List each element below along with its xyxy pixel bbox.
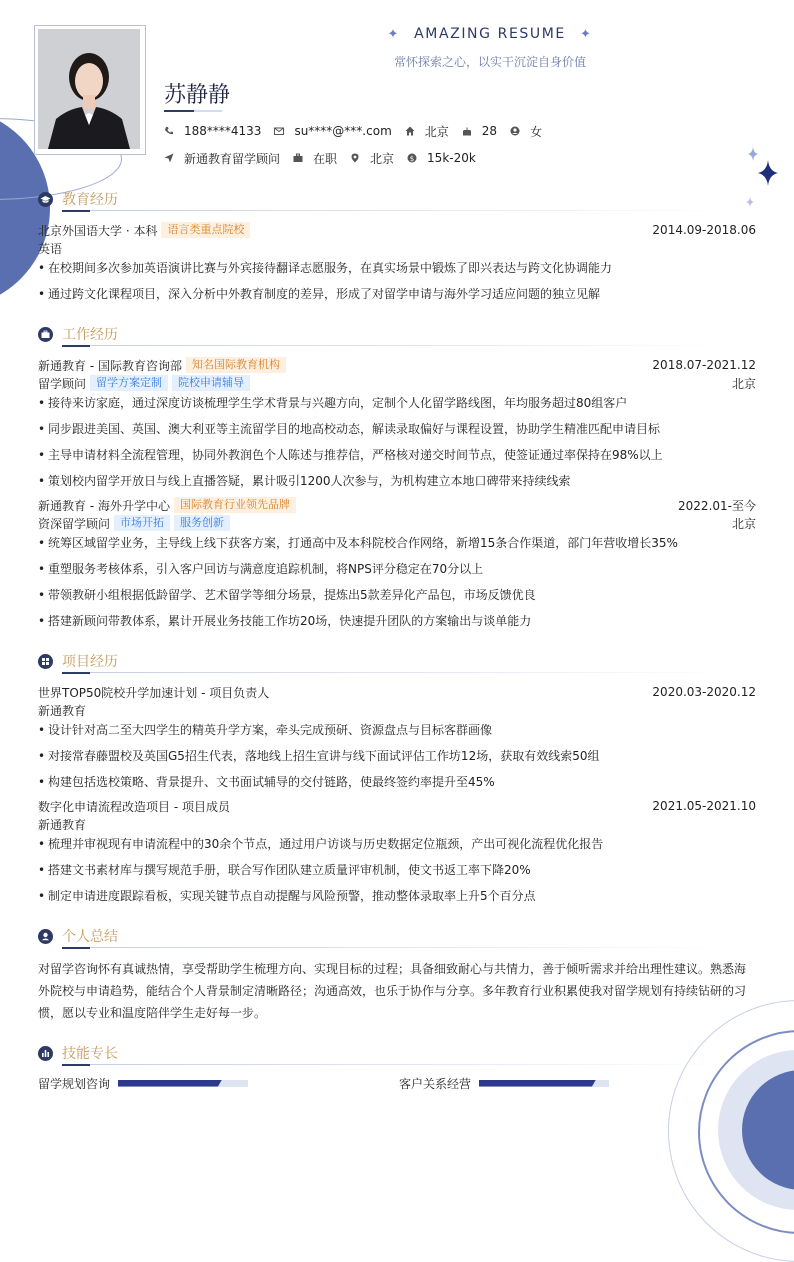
project-org: 新通教育 <box>38 703 87 718</box>
section-summary <box>36 926 756 948</box>
skill-name: 客户关系经营 <box>399 1076 472 1091</box>
list-item: • 主导申请材料全流程管理，协同外教润色个人陈述与推荐信，严格核对递交时间节点，使签证通过率保持在98%以上 <box>38 446 756 464</box>
section-projects <box>36 651 756 673</box>
star-icon: ✦ <box>579 27 593 42</box>
company-tag: 国际教育行业领先品牌 <box>174 497 296 513</box>
skill-bar <box>479 1080 609 1087</box>
cake-icon <box>462 126 472 136</box>
grid-icon <box>38 654 53 669</box>
work-role-row <box>38 514 756 532</box>
contact-row <box>164 122 555 140</box>
work-location: 北京 <box>731 376 756 391</box>
contact-email: su****@***.com <box>274 124 391 138</box>
name-underline-light <box>194 110 222 112</box>
role-tag: 院校申请辅导 <box>172 375 250 391</box>
contact-phone: 188****4133 <box>164 124 261 138</box>
sparkle-icon <box>748 147 758 164</box>
list-item: • 策划校内留学开放日与线上直播答疑，累计吸引1200人次参与，为机构建立本地口碑带来持续线索 <box>38 472 756 490</box>
pin-icon <box>350 153 360 163</box>
education-date: 2014.09-2018.06 <box>652 223 756 237</box>
project-header <box>38 797 756 815</box>
skill-bar-fill <box>479 1080 596 1087</box>
list-item: • 接待来访家庭，通过深度访谈梳理学生学术背景与兴趣方向，定制个人化留学路线图，年均服务超过80组客户 <box>38 394 756 412</box>
section-underline <box>62 210 90 212</box>
work-role: 资深留学顾问 <box>38 516 111 531</box>
section-title: 技能专长 <box>62 1046 118 1062</box>
mail-icon <box>274 126 284 136</box>
list-item: • 重塑服务考核体系，引入客户回访与满意度追踪机制，将NPS评分稳定在70分以上 <box>38 560 756 578</box>
intent-row <box>164 149 489 167</box>
work-date: 2018.07-2021.12 <box>652 358 756 372</box>
role-tag: 留学方案定制 <box>90 375 168 391</box>
skill-bar <box>118 1080 248 1087</box>
briefcase-icon <box>293 153 303 163</box>
work-company: 新通教育 - 海外升学中心 <box>38 498 170 513</box>
section-work <box>36 324 756 346</box>
contact-age: 28 <box>462 124 497 138</box>
bar-chart-icon <box>38 1046 53 1061</box>
role-tag: 服务创新 <box>174 515 230 531</box>
star-icon: ✦ <box>387 27 401 42</box>
section-underline <box>62 947 90 949</box>
list-item: • 制定申请进度跟踪看板，实现关键节点自动提醒与风险预警，推动整体录取率上升5个百分点 <box>38 887 756 905</box>
list-item: • 同步跟进美国、英国、澳大利亚等主流留学目的地高校动态，解读录取偏好与课程设置，协助学生精准匹配申请目标 <box>38 420 756 438</box>
section-rule <box>90 345 730 346</box>
user-icon <box>38 929 53 944</box>
candidate-name: 苏静静 <box>164 83 231 108</box>
work-role: 留学顾问 <box>38 376 87 391</box>
project-org: 新通教育 <box>38 817 87 832</box>
money-icon <box>407 153 417 163</box>
tagline: 常怀探索之心，以实干沉淀自身价值 <box>393 55 586 69</box>
section-underline <box>62 672 90 674</box>
work-location: 北京 <box>731 516 756 531</box>
section-title: 教育经历 <box>62 192 118 208</box>
list-item: • 构建包括选校策略、背景提升、文书面试辅导的交付链路，使最终签约率提升至45% <box>38 773 756 791</box>
list-item: • 对接常春藤盟校及英国G5招生代表，落地线上招生宣讲与线下面试评估工作坊12场，获取有效线索50组 <box>38 747 756 765</box>
skill-item <box>399 1074 609 1092</box>
list-item: • 带领教研小组根据低龄留学、艺术留学等细分场景，提炼出5款差异化产品包，市场反馈优良 <box>38 586 756 604</box>
send-icon <box>164 153 174 163</box>
profile-photo <box>38 29 140 149</box>
skill-item <box>38 1074 248 1092</box>
gender-icon <box>510 126 520 136</box>
section-education <box>36 189 756 211</box>
project-title: 数字化申请流程改造项目 - 项目成员 <box>38 799 230 814</box>
list-item: • 梳理并审视现有申请流程中的30余个节点，通过用户访谈与历史数据定位瓶颈，产出可视化流程优化报告 <box>38 835 756 853</box>
home-icon <box>405 126 415 136</box>
intent-status: 在职 <box>293 150 337 167</box>
project-org-row <box>38 701 756 719</box>
list-item: • 统筹区域留学业务，主导线上线下获客方案，打通高中及本科院校合作网络，新增15条合作渠道，部门年营收增长35% <box>38 534 756 552</box>
intent-position: 新通教育留学顾问 <box>164 150 280 167</box>
briefcase-icon <box>38 327 53 342</box>
resume-banner <box>380 26 600 42</box>
project-org-row <box>38 815 756 833</box>
project-header <box>38 683 756 701</box>
work-header <box>38 356 756 374</box>
section-rule <box>90 1064 730 1065</box>
name-underline <box>164 110 194 112</box>
project-date: 2021.05-2021.10 <box>652 799 756 813</box>
education-major-row <box>38 239 756 257</box>
list-item: • 在校期间多次参加英语演讲比赛与外宾接待翻译志愿服务，在真实场景中锻炼了即兴表达与跨文化协调能力 <box>38 259 756 277</box>
section-underline <box>62 345 90 347</box>
skill-name: 留学规划咨询 <box>38 1076 111 1091</box>
section-title: 工作经历 <box>62 327 118 343</box>
banner-title: AMAZING RESUME <box>414 26 566 42</box>
school-degree: 北京外国语大学 · 本科 <box>38 223 158 238</box>
work-company: 新通教育 - 国际教育咨询部 <box>38 358 182 373</box>
contact-city: 北京 <box>405 123 449 140</box>
work-role-row <box>38 374 756 392</box>
education-major: 英语 <box>38 241 63 256</box>
section-title: 个人总结 <box>62 929 118 945</box>
work-header <box>38 496 756 514</box>
list-item: • 通过跨文化课程项目，深入分析中外教育制度的差异，形成了对留学申请与海外学习适应问题的独立见解 <box>38 285 756 303</box>
project-title: 世界TOP50院校升学加速计划 - 项目负责人 <box>38 685 270 700</box>
education-header <box>38 221 756 239</box>
skill-bar-fill <box>118 1080 222 1087</box>
intent-salary: $ 15k-20k <box>407 151 476 165</box>
svg-text:$: $ <box>409 154 415 163</box>
project-date: 2020.03-2020.12 <box>652 685 756 699</box>
contact-gender: 女 <box>510 123 542 140</box>
role-tag: 市场开拓 <box>114 515 170 531</box>
phone-icon <box>164 126 174 136</box>
section-rule <box>90 947 730 948</box>
section-title: 项目经历 <box>62 654 118 670</box>
section-rule <box>90 672 730 673</box>
school-tag: 语言类重点院校 <box>161 222 250 238</box>
summary-text: 对留学咨询怀有真诚热情，享受帮助学生梳理方向、实现目标的过程；具备细致耐心与共情力，善于倾听需求并给出理性建议。熟悉海外院校与申请趋势，能结合个人背景制定清晰路径；沟通高效，也乐于协作与分享。多年教育行业积累使我对留学规划有持续钻研的习惯，愿以专业和温度陪伴学生走好每一步。 <box>38 962 747 1020</box>
company-tag: 知名国际教育机构 <box>186 357 286 373</box>
section-rule <box>90 210 730 211</box>
work-date: 2022.01-至今 <box>678 498 756 513</box>
intent-location: 北京 <box>350 150 394 167</box>
section-skills <box>36 1043 756 1065</box>
section-underline <box>62 1064 90 1066</box>
sparkle-icon <box>758 160 778 189</box>
list-item: • 设计针对高二至大四学生的精英升学方案，牵头完成预研、资源盘点与目标客群画像 <box>38 721 756 739</box>
list-item: • 搭建文书素材库与撰写规范手册，联合写作团队建立质量评审机制，使文书返工率下降20% <box>38 861 756 879</box>
graduation-cap-icon <box>38 192 53 207</box>
list-item: • 搭建新顾问带教体系，累计开展业务技能工作坊20场，快速提升团队的方案输出与谈单能力 <box>38 612 756 630</box>
